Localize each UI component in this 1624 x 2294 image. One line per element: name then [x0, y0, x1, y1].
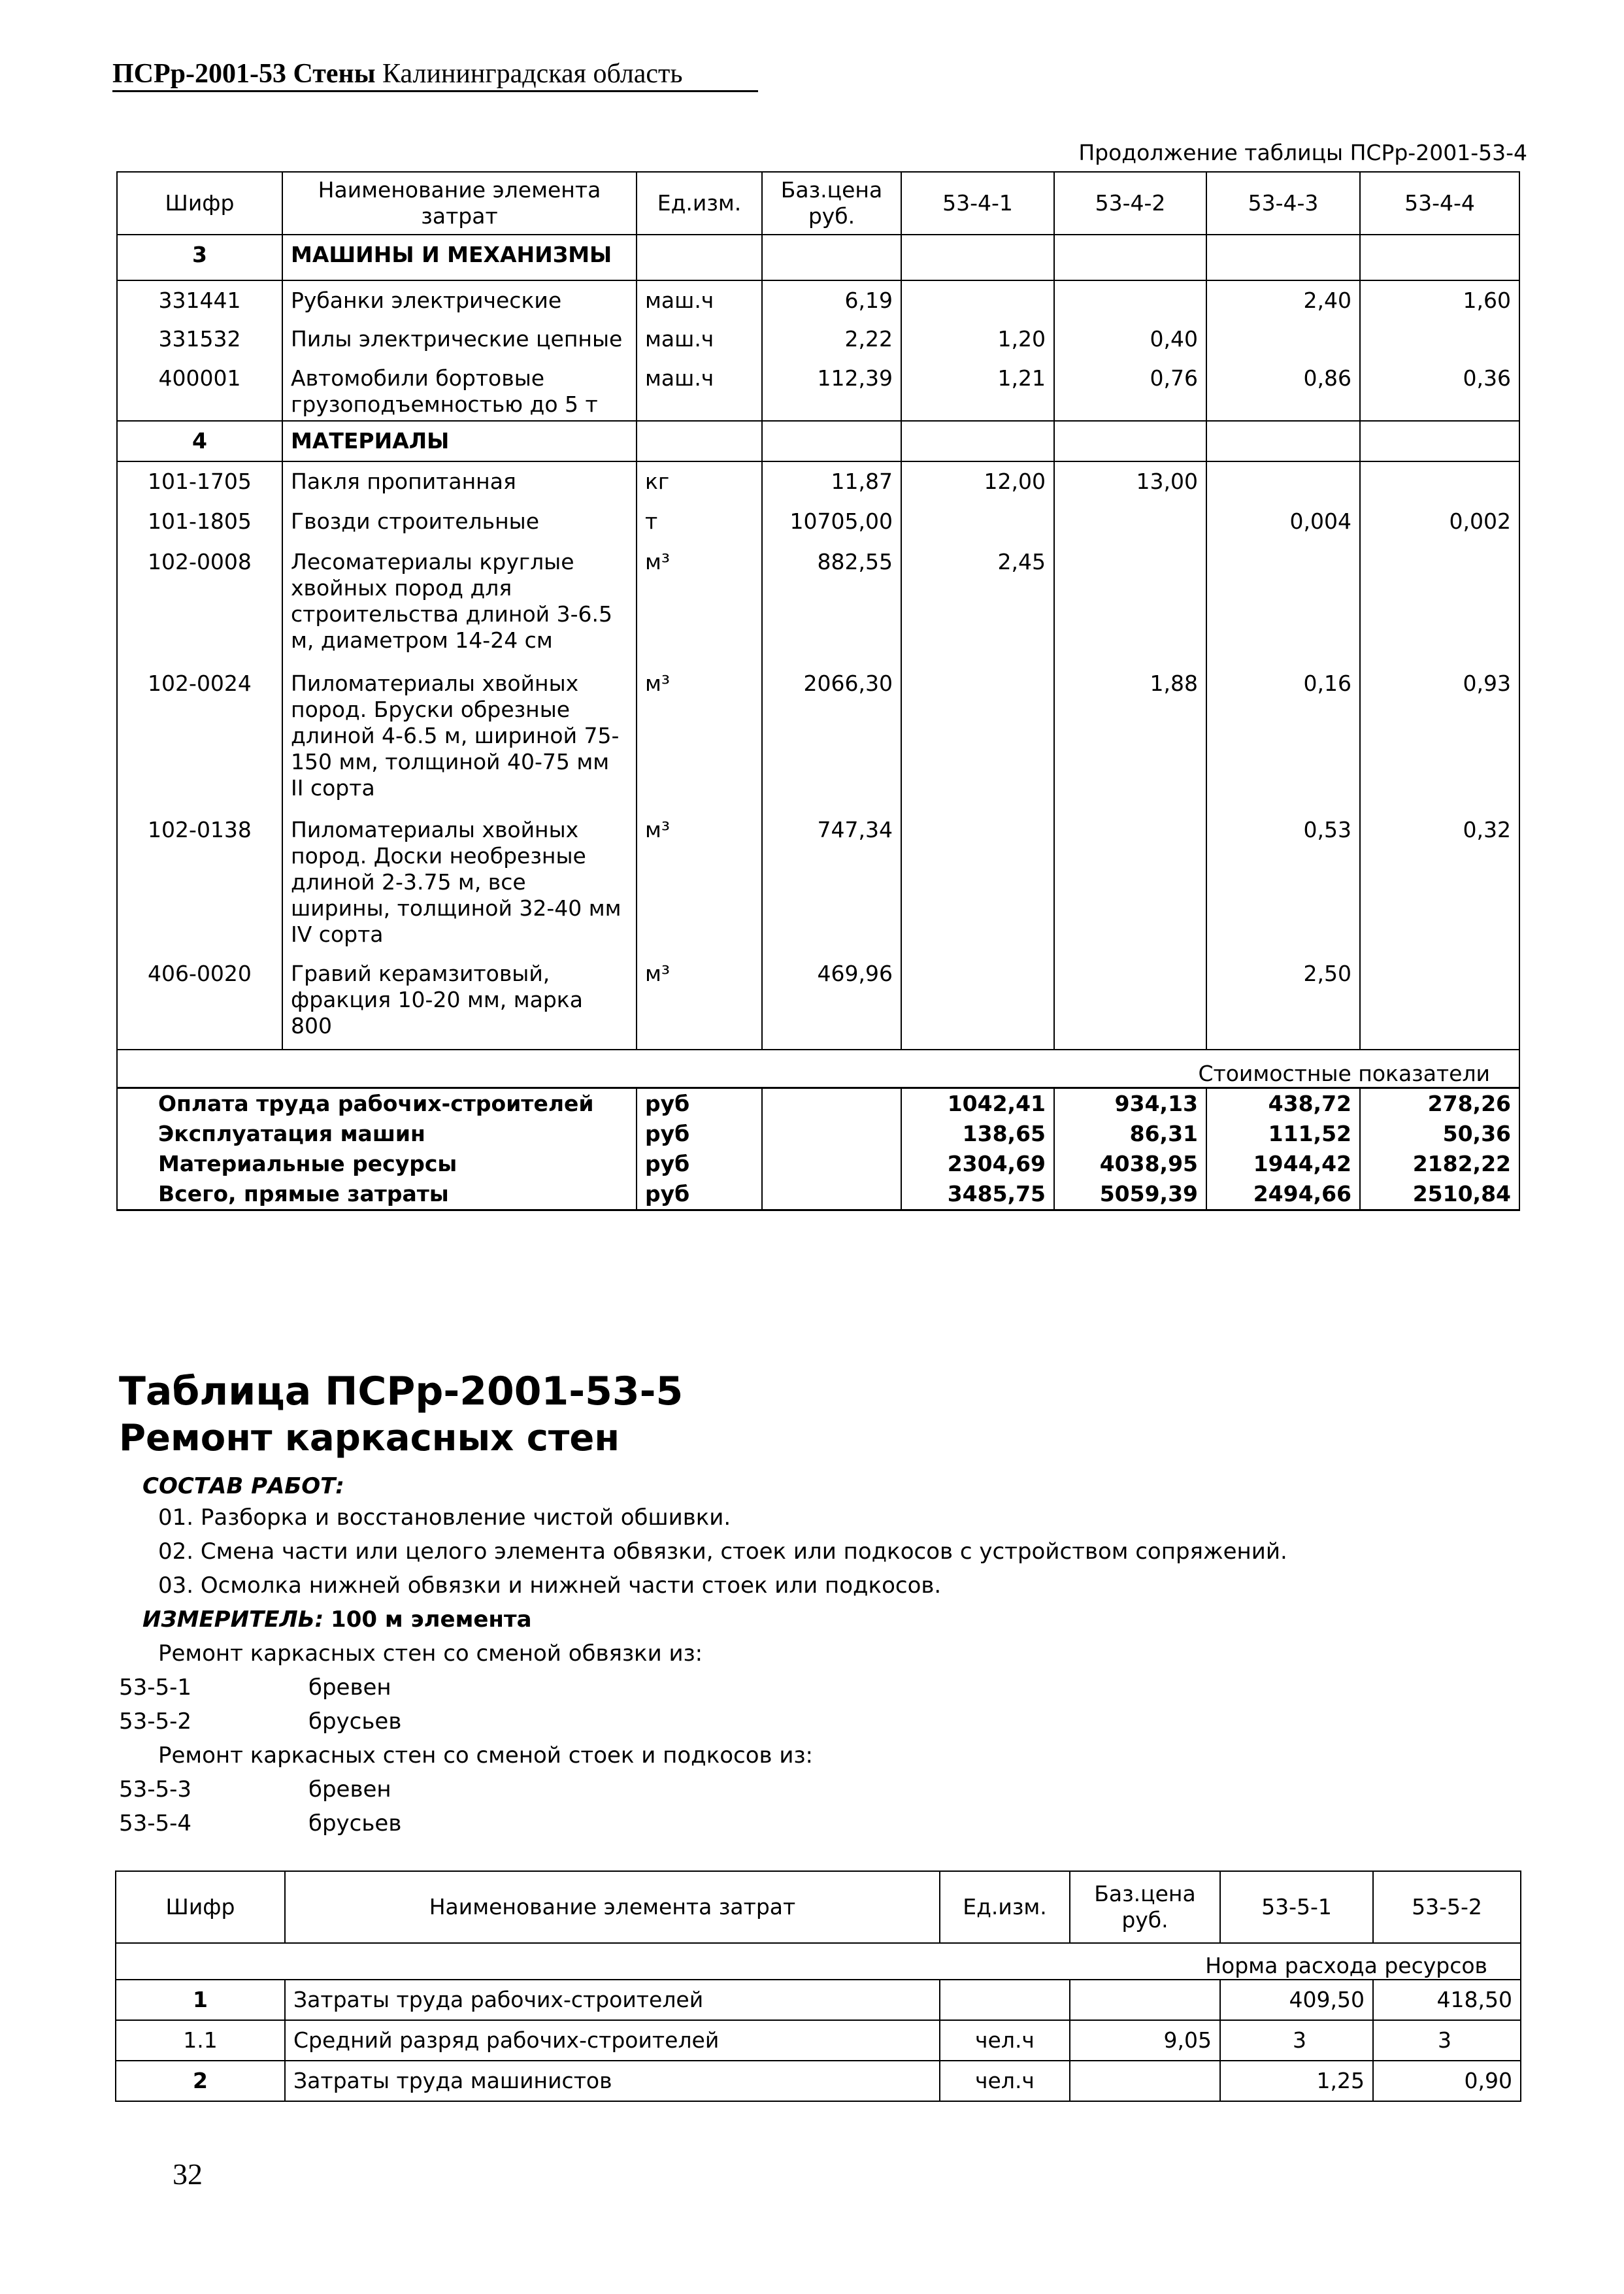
col-header: 53-4-1 [901, 172, 1054, 235]
total-value: 3485,75 [901, 1179, 1054, 1210]
row-code: 400001 [117, 359, 282, 421]
row-unit [940, 1980, 1070, 2020]
row-price: 2066,30 [762, 664, 901, 810]
variant-code: 53-5-1 [119, 1674, 192, 1701]
table-row [117, 664, 1519, 810]
row-value: 0,36 [1360, 359, 1519, 421]
total-value: 50,36 [1360, 1119, 1519, 1149]
row-value [901, 664, 1054, 810]
row-value: 1,25 [1220, 2061, 1373, 2101]
table-row [116, 1980, 1521, 2020]
row-unit: маш.ч [637, 280, 762, 320]
table-row [117, 461, 1519, 502]
table-row [117, 810, 1519, 954]
col-header: Баз.цена руб. [1070, 1871, 1220, 1943]
row-name: Затраты труда рабочих-строителей [285, 1980, 940, 2020]
col-header: 53-4-2 [1054, 172, 1206, 235]
total-value: 5059,39 [1054, 1179, 1206, 1210]
variant-text: брусьев [308, 1810, 402, 1837]
total-name: Материальные ресурсы [117, 1149, 637, 1179]
totals-row [117, 1088, 1519, 1119]
table-row [116, 2061, 1521, 2101]
row-value: 0,53 [1206, 810, 1360, 954]
row-value [901, 502, 1054, 542]
totals-row [117, 1149, 1519, 1179]
row-price: 6,19 [762, 280, 901, 320]
cost-indicators-label: Стоимостные показатели [117, 1050, 1519, 1088]
row-price: 10705,00 [762, 502, 901, 542]
section-row [117, 421, 1519, 461]
total-value: 111,52 [1206, 1119, 1360, 1149]
total-value: 438,72 [1206, 1088, 1360, 1119]
norm-label: Норма расхода ресурсов [116, 1943, 1521, 1980]
total-name: Всего, прямые затраты [117, 1179, 637, 1210]
section-title: МАТЕРИАЛЫ [282, 421, 637, 461]
row-value: 0,76 [1054, 359, 1206, 421]
variant-code: 53-5-3 [119, 1776, 192, 1803]
measure-label: ИЗМЕРИТЕЛЬ: [142, 1606, 324, 1633]
row-code: 101-1705 [117, 461, 282, 502]
row-price: 112,39 [762, 359, 901, 421]
row-code: 1.1 [116, 2020, 285, 2061]
row-unit: чел.ч [940, 2061, 1070, 2101]
measure-value: 100 м элемента [331, 1606, 532, 1633]
header-rule [112, 90, 758, 92]
row-value [1360, 320, 1519, 359]
row-name: Пилы электрические цепные [282, 320, 637, 359]
row-unit: маш.ч [637, 320, 762, 359]
total-unit: руб [637, 1179, 762, 1210]
row-value: 0,90 [1373, 2061, 1521, 2101]
section-row [117, 235, 1519, 280]
col-header: Наименование элемента затрат [282, 172, 637, 235]
table-row [117, 954, 1519, 1050]
table1-caption: Продолжение таблицы ПСРр-2001-53-4 [1078, 140, 1527, 165]
variant-text: бревен [308, 1674, 391, 1701]
row-value [901, 810, 1054, 954]
row-value: 409,50 [1220, 1980, 1373, 2020]
row-price: 11,87 [762, 461, 901, 502]
row-value [901, 954, 1054, 1050]
group-heading: Ремонт каркасных стен со сменой стоек и подкосов из: [158, 1742, 814, 1769]
row-value: 0,004 [1206, 502, 1360, 542]
row-unit: м³ [637, 954, 762, 1050]
row-value: 0,40 [1054, 320, 1206, 359]
col-header: 53-5-1 [1220, 1871, 1373, 1943]
row-value: 1,20 [901, 320, 1054, 359]
total-name: Оплата труда рабочих-строителей [117, 1088, 637, 1119]
row-value [1054, 502, 1206, 542]
cost-indicators-row [117, 1050, 1519, 1088]
total-value: 2494,66 [1206, 1179, 1360, 1210]
table-row [117, 359, 1519, 421]
row-value: 2,45 [901, 542, 1054, 664]
row-unit: кг [637, 461, 762, 502]
row-name: Затраты труда машинистов [285, 2061, 940, 2101]
row-value: 0,32 [1360, 810, 1519, 954]
group-heading: Ремонт каркасных стен со сменой обвязки из: [158, 1640, 703, 1667]
total-unit: руб [637, 1119, 762, 1149]
doc-section: Стены [293, 59, 376, 89]
table-row [117, 280, 1519, 320]
col-header: Шифр [117, 172, 282, 235]
row-value: 1,21 [901, 359, 1054, 421]
row-price [1070, 1980, 1220, 2020]
table-row [117, 320, 1519, 359]
row-value [1054, 280, 1206, 320]
row-name: Автомобили бортовые грузоподъемностью до 5 т [282, 359, 637, 421]
col-header: Ед.изм. [637, 172, 762, 235]
row-value: 1,60 [1360, 280, 1519, 320]
col-header: Баз.цена руб. [762, 172, 901, 235]
row-code: 331532 [117, 320, 282, 359]
row-name: Средний разряд рабочих-строителей [285, 2020, 940, 2061]
total-value: 4038,95 [1054, 1149, 1206, 1179]
page-number: 32 [173, 2157, 203, 2191]
row-code: 102-0008 [117, 542, 282, 664]
doc-region: Калининградская область [382, 59, 683, 89]
row-value: 0,16 [1206, 664, 1360, 810]
section-number: 3 [117, 235, 282, 280]
row-name: Гравий керамзитовый, фракция 10-20 мм, марка 800 [282, 954, 637, 1050]
variant-text: бревен [308, 1776, 391, 1803]
row-code: 101-1805 [117, 502, 282, 542]
total-value: 2304,69 [901, 1149, 1054, 1179]
variant-code: 53-5-2 [119, 1708, 192, 1735]
total-value: 2510,84 [1360, 1179, 1519, 1210]
row-value [1054, 810, 1206, 954]
row-name: Пакля пропитанная [282, 461, 637, 502]
table-row [117, 542, 1519, 664]
row-value [1360, 542, 1519, 664]
row-value [1206, 320, 1360, 359]
total-value: 2182,22 [1360, 1149, 1519, 1179]
table-row [117, 502, 1519, 542]
row-name: Лесоматериалы круглые хвойных пород для строительства длиной 3-6.5 м, диаметром 14-24 см [282, 542, 637, 664]
total-unit: руб [637, 1088, 762, 1119]
row-price: 469,96 [762, 954, 901, 1050]
row-price: 2,22 [762, 320, 901, 359]
row-value [1360, 461, 1519, 502]
work-item: 02. Смена части или целого элемента обвязки, стоек или подкосов с устройством сопряжений. [158, 1538, 1287, 1565]
variant-code: 53-5-4 [119, 1810, 192, 1837]
total-value: 1944,42 [1206, 1149, 1360, 1179]
row-code: 331441 [117, 280, 282, 320]
row-value: 3 [1220, 2020, 1373, 2061]
row-name: Гвозди строительные [282, 502, 637, 542]
total-value: 934,13 [1054, 1088, 1206, 1119]
row-code: 406-0020 [117, 954, 282, 1050]
row-value [1054, 954, 1206, 1050]
row-value: 0,86 [1206, 359, 1360, 421]
norm-row [116, 1943, 1521, 1980]
row-value: 2,40 [1206, 280, 1360, 320]
totals-row [117, 1179, 1519, 1210]
row-value [1206, 461, 1360, 502]
row-value: 12,00 [901, 461, 1054, 502]
composition-label: СОСТАВ РАБОТ: [142, 1473, 344, 1499]
doc-code: ПСРр-2001-53 [112, 59, 286, 89]
table-row [116, 2020, 1521, 2061]
row-price: 882,55 [762, 542, 901, 664]
total-value: 86,31 [1054, 1119, 1206, 1149]
col-header: Наименование элемента затрат [285, 1871, 940, 1943]
table1 [116, 171, 1520, 1211]
row-value [901, 280, 1054, 320]
row-value: 13,00 [1054, 461, 1206, 502]
variant-text: брусьев [308, 1708, 402, 1735]
row-name: Пиломатериалы хвойных пород. Бруски обрезные длиной 4-6.5 м, шириной 75-150 мм, толщиной 40-75 мм II сорта [282, 664, 637, 810]
total-value: 138,65 [901, 1119, 1054, 1149]
table2 [115, 1870, 1521, 2102]
row-code: 102-0024 [117, 664, 282, 810]
col-header: 53-5-2 [1373, 1871, 1521, 1943]
row-unit: м³ [637, 542, 762, 664]
section-number: 4 [117, 421, 282, 461]
row-code: 1 [116, 1980, 285, 2020]
row-unit: м³ [637, 810, 762, 954]
total-name: Эксплуатация машин [117, 1119, 637, 1149]
section-title: МАШИНЫ И МЕХАНИЗМЫ [282, 235, 637, 280]
table2-header-row [116, 1871, 1521, 1943]
row-value [1054, 542, 1206, 664]
row-value: 418,50 [1373, 1980, 1521, 2020]
row-price: 747,34 [762, 810, 901, 954]
row-unit: чел.ч [940, 2020, 1070, 2061]
row-value: 2,50 [1206, 954, 1360, 1050]
row-name: Пиломатериалы хвойных пород. Доски необрезные длиной 2-3.75 м, все ширины, толщиной 32-40 мм IV сорта [282, 810, 637, 954]
totals-row [117, 1119, 1519, 1149]
row-price: 9,05 [1070, 2020, 1220, 2061]
row-name: Рубанки электрические [282, 280, 637, 320]
row-price [1070, 2061, 1220, 2101]
row-unit: маш.ч [637, 359, 762, 421]
work-item: 01. Разборка и восстановление чистой обшивки. [158, 1504, 731, 1531]
row-value: 0,002 [1360, 502, 1519, 542]
total-value: 1042,41 [901, 1088, 1054, 1119]
measure-line [142, 1603, 532, 1637]
row-value [1206, 542, 1360, 664]
col-header: Шифр [116, 1871, 285, 1943]
page-header [112, 58, 683, 90]
col-header: Ед.изм. [940, 1871, 1070, 1943]
row-value [1360, 954, 1519, 1050]
col-header: 53-4-4 [1360, 172, 1519, 235]
table2-title: Таблица ПСРр-2001-53-5 [119, 1369, 684, 1414]
row-unit: м³ [637, 664, 762, 810]
col-header: 53-4-3 [1206, 172, 1360, 235]
row-value: 3 [1373, 2020, 1521, 2061]
row-value: 1,88 [1054, 664, 1206, 810]
row-code: 2 [116, 2061, 285, 2101]
row-unit: т [637, 502, 762, 542]
table2-subtitle: Ремонт каркасных стен [119, 1417, 620, 1459]
row-value: 0,93 [1360, 664, 1519, 810]
row-code: 102-0138 [117, 810, 282, 954]
total-unit: руб [637, 1149, 762, 1179]
table1-header-row [117, 172, 1519, 235]
work-item: 03. Осмолка нижней обвязки и нижней части стоек или подкосов. [158, 1572, 942, 1599]
total-value: 278,26 [1360, 1088, 1519, 1119]
